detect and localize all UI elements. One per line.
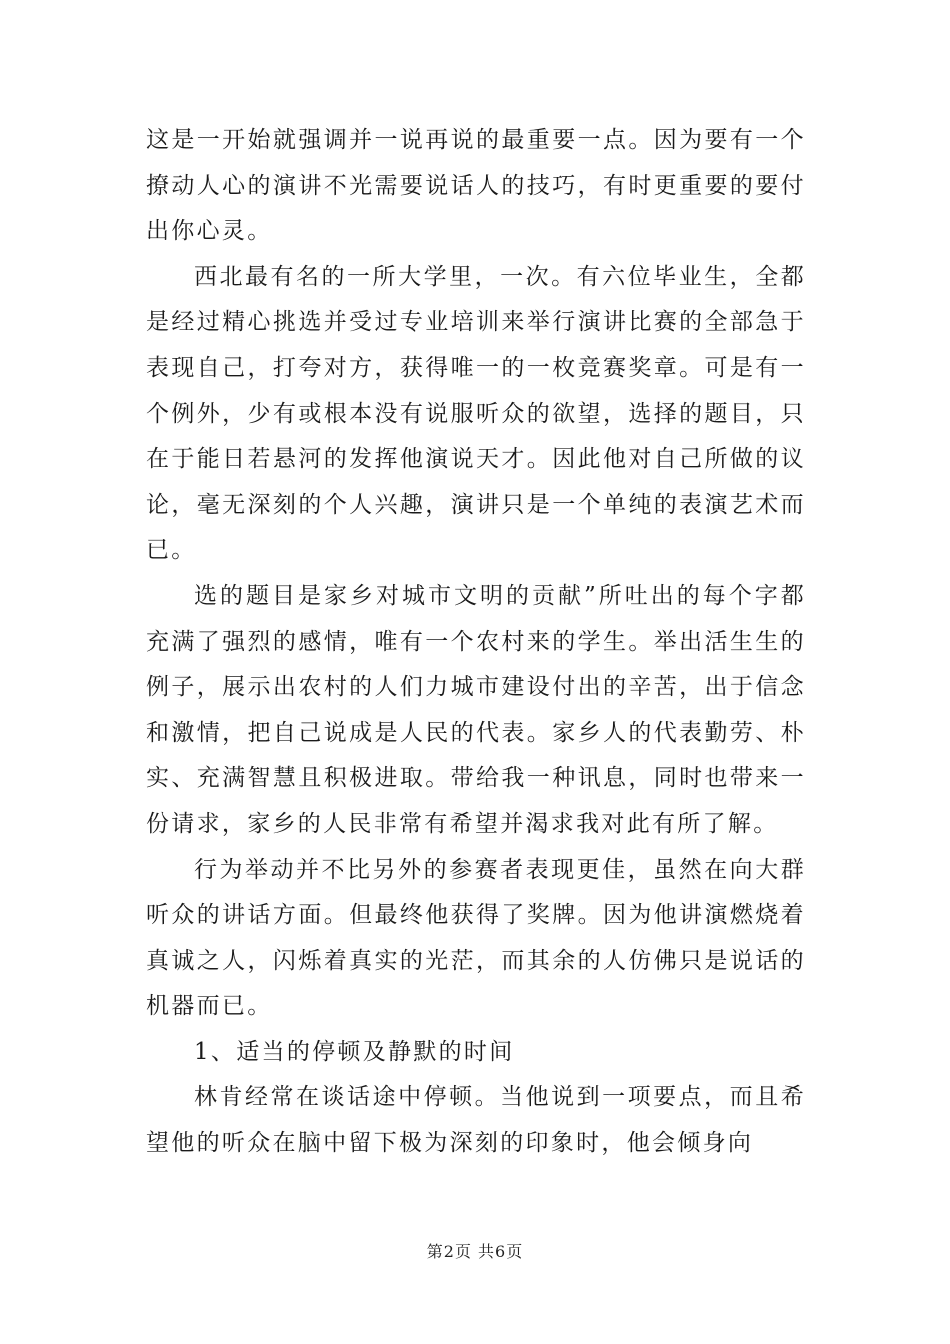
section-heading: 1、适当的停顿及静默的时间 <box>194 1038 515 1065</box>
page-number-footer: 第2页 共6页 <box>426 1242 524 1261</box>
paragraph-2: 西北最有名的一所大学里，一次。有六位毕业生，全都是经过精心挑选并受过专业培训来举行演讲比赛的全部急于表现自己，打夸对方，获得唯一的一枚竞赛奖章。可是有一个例外，少有或根本没有说服听众的欲望，选择的题目，只在于能日若悬河的发挥他演说天才。因此他对自己所做的议论，毫无深刻的个人兴趣，演讲只是一个单纯的表演艺术而已。 <box>146 263 806 564</box>
document-body <box>146 118 806 1167</box>
paragraph-4: 行为举动并不比另外的参赛者表现更佳，虽然在向大群听众的讲话方面。但最终他获得了奖牌。因为他讲演燃烧着真诚之人，闪烁着真实的光茫，而其余的人仿佛只是说话的机器而已。 <box>146 856 806 1020</box>
paragraph-3: 选的题目是家乡对城市文明的贡献”所吐出的每个字都充满了强烈的感情，唯有一个农村来的学生。举出活生生的例子，展示出农村的人们力城市建设付出的辛苦，出于信念和激情，把自己说成是人民的代表。家乡人的代表勤劳、朴实、充满智慧且积极进取。带给我一种讯息，同时也带来一份请求，家乡的人民非常有希望并渴求我对此有所了解。 <box>146 582 806 837</box>
paragraph-1: 这是一开始就强调并一说再说的最重要一点。因为要有一个撩动人心的演讲不光需要说话人的技巧，有时更重要的要付出你心灵。 <box>146 127 806 245</box>
paragraph-5: 林肯经常在谈话途中停顿。当他说到一项要点，而且希望他的听众在脑中留下极为深刻的印象时，他会倾身向 <box>146 1084 806 1157</box>
